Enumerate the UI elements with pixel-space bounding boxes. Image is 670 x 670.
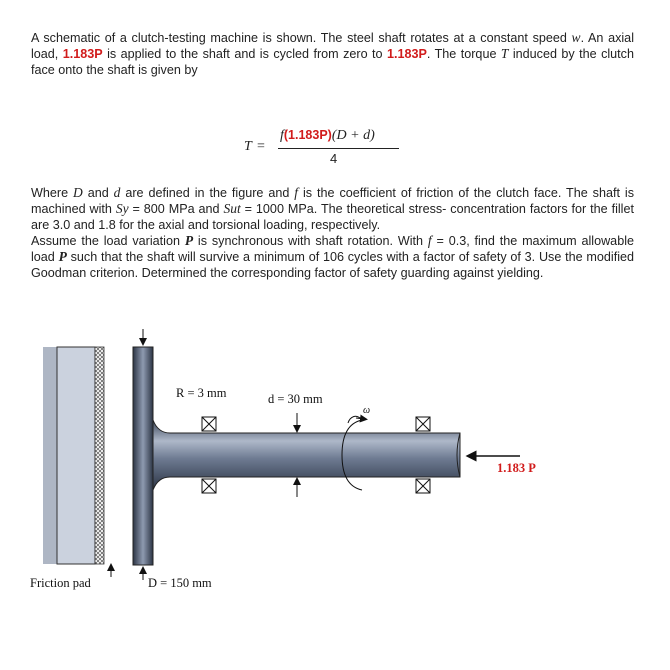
bearing-right-bottom xyxy=(416,479,430,493)
problem-intro-paragraph xyxy=(31,30,634,78)
details-text-7: Assume the load variation xyxy=(31,234,185,248)
speed-symbol: w xyxy=(571,30,581,45)
equation-equals: = xyxy=(257,139,265,154)
sy-symbol: Sy xyxy=(115,201,129,216)
rotation-arc-top xyxy=(348,416,362,423)
shaft xyxy=(153,420,460,490)
details-text-5: = 800 MPa and xyxy=(128,202,224,216)
equation-load: (1.183P) xyxy=(283,128,332,142)
torque-equation xyxy=(244,128,414,168)
intro-text-2: . An axial load, xyxy=(31,31,634,61)
omega-label: ω xyxy=(363,405,371,416)
equation-lhs: T xyxy=(244,139,252,154)
intro-text-1: A schematic of a clutch-testing machine is shown. The steel shaft rotates at a constant speed xyxy=(31,31,572,45)
equation-sum: (D + d) xyxy=(331,128,375,143)
torque-symbol: T xyxy=(500,46,509,61)
details-text-1: Where xyxy=(31,186,74,200)
bearing-right-top xyxy=(416,417,430,431)
axial-load-label: 1.183 P xyxy=(497,461,536,475)
fraction-bar xyxy=(278,148,399,149)
shaft-diameter-label: d = 30 mm xyxy=(268,392,323,406)
axial-load-max-value: 1.183P xyxy=(386,47,427,61)
clutch-machine-figure xyxy=(30,325,630,610)
clutch-disk xyxy=(133,347,153,565)
rotation-arrow-icon xyxy=(356,418,364,419)
equation-denominator: 4 xyxy=(330,151,338,166)
sut-symbol: Sut xyxy=(223,201,241,216)
axial-load-value: 1.183P xyxy=(62,47,103,61)
disk-diameter-label: D = 150 mm xyxy=(148,576,212,590)
friction-pad-block xyxy=(57,347,95,564)
details-text-8: is synchronous with shaft rotation. With xyxy=(193,234,428,248)
friction-pad-hatch xyxy=(95,347,104,564)
f-symbol-2: f xyxy=(427,233,432,248)
equation-f: f xyxy=(280,128,284,143)
d-symbol: d xyxy=(113,185,121,200)
fillet-radius-label: R = 3 mm xyxy=(176,386,227,400)
intro-text-3: is applied to the shaft and is cycled from zero to xyxy=(102,47,387,61)
details-text-9: = 0.3, find the maximum allowable load xyxy=(31,234,634,264)
details-text-4: is the coefficient of friction of the clutch face. The shaft is machined with xyxy=(31,186,635,216)
D-symbol: D xyxy=(73,185,83,200)
bearing-left-top xyxy=(202,417,216,431)
friction-pad-edge xyxy=(43,347,57,564)
equation-numerator xyxy=(280,128,375,144)
problem-details-paragraph xyxy=(31,185,634,281)
intro-text-4: . The torque xyxy=(426,47,501,61)
details-text-2: and xyxy=(82,186,114,200)
intro-text-5: induced by the clutch face onto the shaft is given by xyxy=(31,47,634,77)
P-symbol-2: P xyxy=(58,249,67,264)
f-symbol: f xyxy=(294,185,299,200)
P-symbol: P xyxy=(184,233,194,248)
details-text-3: are defined in the figure and xyxy=(120,186,295,200)
details-text-6: = 1000 MPa. The theoretical stress- concentration factors for the fillet are 3.0 and 1.8 for the axial and torsional loading, respectively. xyxy=(31,202,634,232)
bearing-left-bottom xyxy=(202,479,216,493)
friction-pad-label: Friction pad xyxy=(30,576,91,590)
details-text-10: such that the shaft will survive a minimum of 106 cycles with a factor of safety of 3. Use the modified Goodman criterion. Determined the corresponding factor of safety guarding against yielding. xyxy=(31,250,634,280)
